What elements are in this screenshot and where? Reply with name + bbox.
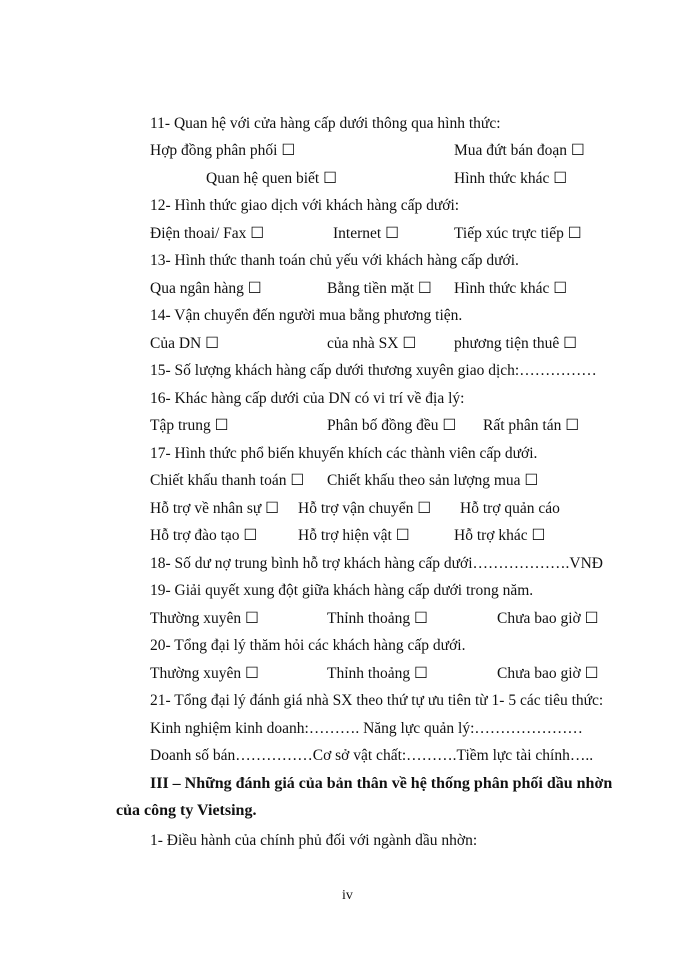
q16-option-even: Phân bố đồng đều ☐ — [327, 417, 457, 434]
q13-option-bank: Qua ngân hàng ☐ — [150, 280, 262, 297]
section-heading-line2: của công ty Vietsing. — [116, 802, 257, 819]
q17-option-hr-support: Hỗ trợ về nhân sự ☐ — [150, 500, 280, 517]
q17-option-in-kind-support: Hỗ trợ hiện vật ☐ — [298, 527, 410, 544]
q17-title: 17- Hình thức phổ biến khuyến khích các thành viên cấp dưới. — [150, 445, 538, 462]
q13-title: 13- Hình thức thanh toán chủ yếu với khách hàng cấp dưới. — [150, 252, 519, 269]
q16-option-concentrated: Tập trung ☐ — [150, 417, 229, 434]
q15-title: 15- Số lượng khách hàng cấp dưới thương xuyên giao dịch:…………… — [150, 362, 597, 379]
q14-title: 14- Vận chuyển đến người mua bằng phương tiện. — [150, 307, 463, 324]
q19-option-sometimes: Thỉnh thoảng ☐ — [327, 610, 428, 627]
q14-option-rented: phương tiện thuê ☐ — [454, 335, 578, 352]
q12-option-direct: Tiếp xúc trực tiếp ☐ — [454, 225, 582, 242]
q12-title: 12- Hình thức giao dịch với khách hàng cấp dưới: — [150, 197, 460, 214]
q13-option-other: Hình thức khác ☐ — [454, 280, 568, 297]
q11-title: 11- Quan hệ với cửa hàng cấp dưới thông qua hình thức: — [150, 115, 501, 132]
q20-option-sometimes: Thỉnh thoảng ☐ — [327, 665, 428, 682]
q19-title: 19- Giải quyết xung đột giữa khách hàng cấp dưới trong năm. — [150, 582, 534, 599]
q21-title: 21- Tổng đại lý đánh giá nhà SX theo thứ tự ưu tiên từ 1- 5 các tiêu thức: — [150, 692, 604, 709]
q20-title: 20- Tổng đại lý thăm hỏi các khách hàng cấp dưới. — [150, 637, 466, 654]
q11-option-other: Hình thức khác ☐ — [454, 170, 568, 187]
q18-title: 18- Số dư nợ trung bình hỗ trợ khách hàng cấp dưới……………….VNĐ — [150, 555, 603, 572]
q17-option-other-support: Hỗ trợ khác ☐ — [454, 527, 546, 544]
q14-option-manufacturer: của nhà SX ☐ — [327, 335, 417, 352]
q19-option-never: Chưa bao giờ ☐ — [497, 610, 599, 627]
page-number: iv — [342, 888, 353, 903]
q11-option-contract: Hợp đồng phân phối ☐ — [150, 142, 296, 159]
q21-criteria-line2: Doanh số bán……………Cơ sở vật chất:……….Tiềm lực tài chính….. — [150, 747, 594, 764]
q12-option-phone-fax: Điện thoai/ Fax ☐ — [150, 225, 265, 242]
q20-option-never: Chưa bao giờ ☐ — [497, 665, 599, 682]
section-item-1: 1- Điều hành của chính phủ đối với ngành dầu nhờn: — [150, 832, 478, 849]
q17-option-payment-discount: Chiết khấu thanh toán ☐ — [150, 472, 305, 489]
q16-title: 16- Khác hàng cấp dưới của DN có vi trí về địa lý: — [150, 390, 465, 407]
q14-option-company: Của DN ☐ — [150, 335, 220, 352]
q21-criteria-line1: Kinh nghiệm kinh doanh:………. Năng lực quản lý:………………… — [150, 720, 583, 737]
q19-option-often: Thường xuyên ☐ — [150, 610, 259, 627]
q16-option-scattered: Rất phân tán ☐ — [483, 417, 580, 434]
section-heading-line1: III – Những đánh giá của bản thân về hệ thống phân phối dầu nhờn — [150, 775, 613, 792]
q17-option-advertising-support: Hỗ trợ quản cáo — [460, 500, 560, 517]
q12-option-internet: Internet ☐ — [333, 225, 399, 242]
q20-option-often: Thường xuyên ☐ — [150, 665, 259, 682]
q17-option-transport-support: Hỗ trợ vận chuyển ☐ — [298, 500, 432, 517]
q17-option-volume-discount: Chiết khấu theo sản lượng mua ☐ — [327, 472, 539, 489]
q11-option-acquaintance: Quan hệ quen biết ☐ — [206, 170, 337, 187]
q17-option-training-support: Hỗ trợ đào tạo ☐ — [150, 527, 258, 544]
q13-option-cash: Bằng tiền mặt ☐ — [327, 280, 432, 297]
q11-option-outright: Mua đứt bán đoạn ☐ — [454, 142, 585, 159]
